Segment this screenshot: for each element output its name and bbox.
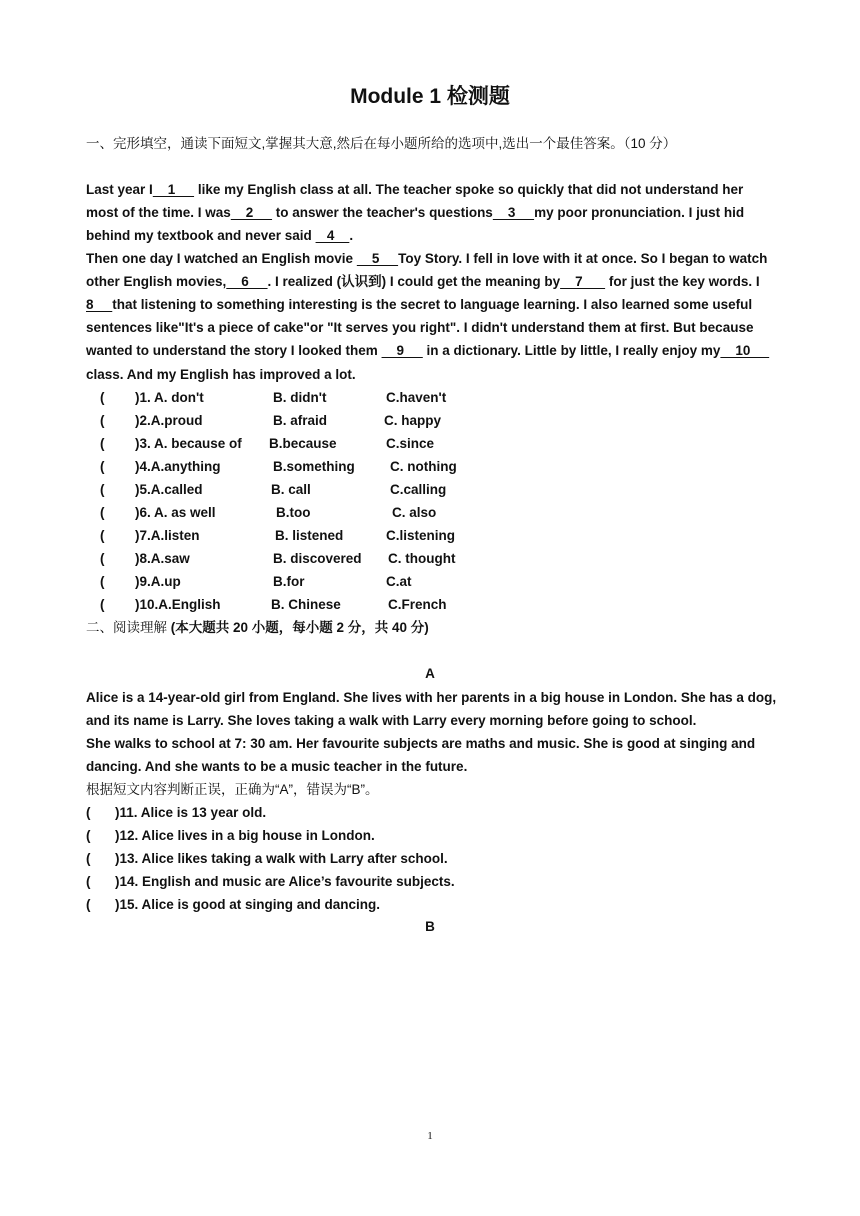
passage-line-1: Last year I 1 like my English class at all. The teacher spoke so quickly that did not understand her xyxy=(86,182,744,197)
passage-line-7: sentences like"It's a piece of cake"or "It serves you right". I didn't understand them at first. But because xyxy=(86,320,754,335)
blank-2: 2 xyxy=(230,205,273,220)
reading-line-2: and its name is Larry. She loves taking a walk with Larry every morning before going to school. xyxy=(86,713,697,728)
blank-8: 8 xyxy=(86,297,113,312)
passage-line-4: Then one day I watched an English movie 5 Toy Story. I fell in love with it at once. So I began to watch xyxy=(86,251,768,266)
page-number: 1 xyxy=(427,1130,433,1142)
blank-9: 9 xyxy=(381,343,423,358)
part-b-label: B xyxy=(425,919,435,934)
blank-7: 7 xyxy=(560,274,606,289)
true-false-instruction: 根据短文内容判断正误，正确为“A”，错误为“B”。 xyxy=(86,782,379,797)
blank-5: 5 xyxy=(356,251,399,266)
page-title: Module 1 检测题 xyxy=(350,85,510,108)
section2-heading: 二、阅读理解 (本大题共 20 小题，每小题 2 分，共 40 分) xyxy=(86,620,429,635)
part-a-label: A xyxy=(425,666,435,681)
passage-line-8: wanted to understand the story I looked them 9 in a dictionary. Little by little, I really enjoy my 10 xyxy=(86,343,770,358)
blank-1: 1 xyxy=(152,182,195,197)
passage-line-3: behind my textbook and never said 4 . xyxy=(86,228,354,243)
section1-heading: 一、完形填空，通读下面短文,掌握其大意,然后在每小题所给的选项中,选出一个最佳答案。（10 分） xyxy=(86,136,677,151)
reading-line-3: She walks to school at 7: 30 am. Her favourite subjects are maths and music. She is good at singing and xyxy=(86,736,756,751)
passage-line-2: most of the time. I was 2 to answer the teacher's questions 3 my poor pronunciation. I just hid xyxy=(86,205,745,220)
blank-4: 4 xyxy=(315,228,350,243)
blank-3: 3 xyxy=(492,205,535,220)
blank-6: 6 xyxy=(226,274,268,289)
passage-line-5: other English movies, 6 . I realized (认识到) I could get the meaning by 7 for just the key words. I xyxy=(86,274,760,289)
reading-line-1: Alice is a 14-year-old girl from England. She lives with her parents in a big house in London. She has a dog, xyxy=(86,690,777,705)
blank-10: 10 xyxy=(720,343,770,358)
reading-line-4: dancing. And she wants to be a music teacher in the future. xyxy=(86,759,468,774)
document-page: Module 1 检测题 一、完形填空，通读下面短文,掌握其大意,然后在每小题所给的选项中,选出一个最佳答案。（10 分） Last year I 1 like my English class at all. The teacher spoke so quickly that did not understand her most of the time. I was 2 to answer the teacher's questions 3 my poor pronunciation. I just hid behind my textbook and never said 4 . Then one day I watched an English movie 5 Toy Story. I fell in love with it at once. So I began to watch other English movies, 6 . I realized (认识到) I could get the meaning by 7 for just the key words. I 8 that listening to something interesting is the secret to language learning. I also learned some useful sentences like"It's a piece of cake"or "It serves you right". I didn't understand them at first. But because wanted to understand the story I looked them 9 in a dictionary. Little by little, I really enjoy my 10 class. And my English has improved a lot. ( )1. A. don't B. didn't C.haven't ( )2.A.proud B. afraid C. happy ( )3. A. because of B.because C.since ( )4.A.anything B.something C. nothing ( )5.A.called B. call C.calling ( )6. A. as well B.too C. also ( )7.A.listen B. listened C.listening ( )8.A.saw B. discovered C. thought ( )9.A.up B.for C.at ( )10.A.English B. Chinese C.French 二、阅读理解 (本大题共 20 小题，每小题 2 分，共 40 分) A Alice is a 14-year-old girl from England. She lives with her parents in a big house in London. She has a dog, and its name is Larry. She loves taking a walk with Larry every morning before going to school. She walks to school at 7: 30 am. Her favourite subjects are maths and music. She is good at singing and dancing. And she wants to be a music teacher in the future. 根据短文内容判断正误，正确为“A”，错误为“B”。 ( )11. Alice is 13 year old. ( )12. Alice lives in a big house in London. ( )13. Alice likes taking a walk with Larry after school. ( )14. English and music are Alice’s favourite subjects. ( )15. Alice is good at singing and dancing. B 1 xyxy=(0,0,860,1216)
passage-line-6: 8 that listening to something interesting is the secret to language learning. I also learned some useful xyxy=(86,297,753,312)
passage-line-9: class. And my English has improved a lot. xyxy=(86,367,356,382)
